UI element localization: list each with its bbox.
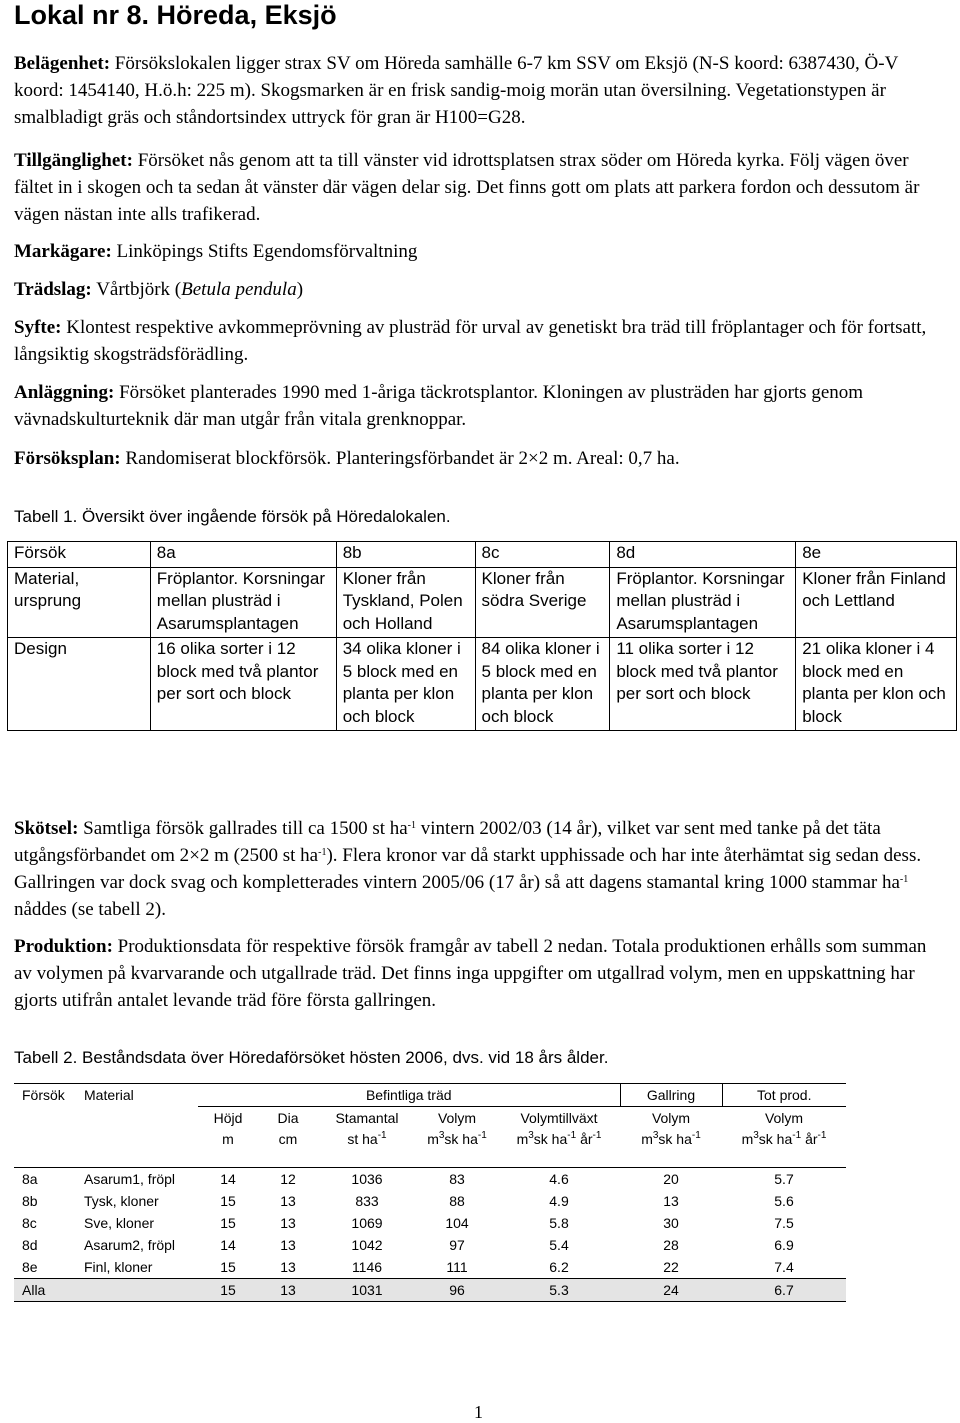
table2-unit: m	[198, 1129, 258, 1168]
syfte-paragraph	[14, 314, 946, 368]
belagenhet-paragraph	[14, 50, 946, 131]
table2-total-row	[14, 1279, 846, 1302]
table2-cell: 20	[663, 1171, 679, 1187]
markagare-paragraph	[14, 238, 946, 265]
markagare-label: Markägare:	[14, 241, 112, 262]
skotsel-text: Samtliga försök gallrades till ca 1500 st ha	[83, 818, 408, 839]
syfte-label: Syfte:	[14, 317, 62, 338]
table2-cell: 1146	[351, 1259, 383, 1275]
table1-cell: 16 olika sorter i 12 block med två plantor per sort och block	[150, 638, 336, 731]
table2-cell: 8d	[22, 1237, 38, 1253]
syfte-text: Klontest respektive avkommeprövning av plusträd för urval av genetiskt bra träd till fröplantager och för fortsatt, långsiktig skogsträdsförädling.	[14, 317, 927, 365]
tillganglighet-paragraph	[14, 147, 946, 228]
table2-cell: 96	[416, 1279, 498, 1302]
table2-header-stamantal: Stamantal	[335, 1110, 399, 1126]
forsoksplan-text-b: 2 m. Areal: 0,7 ha.	[538, 448, 680, 469]
page-number: 1	[474, 1402, 483, 1422]
table2-unit: st $ha^{-1}$	[318, 1129, 416, 1168]
skotsel-text: ). Flera kronor var då starkt upphissade och har inte återhämtat sig sedan dess. Gallringen var dock svag och kompletterades vintern 2005/06 (17 år) så att dagens stamantal kring 1000 stammar ha	[14, 845, 922, 893]
table1-cell: 21 olika kloner i 4 block med en planta per klon och block	[796, 638, 957, 731]
table2-cell: 4.9	[549, 1193, 569, 1209]
superscript: -1	[407, 820, 417, 831]
belagenhet-label: Belägenhet:	[14, 53, 111, 74]
table2-cell: 30	[663, 1215, 679, 1231]
tradslag-latin: Betula pendula	[181, 279, 297, 300]
table2-cell: 13	[280, 1237, 296, 1253]
table1-header-cell: 8c	[475, 542, 610, 568]
table1-cell: Kloner från Tyskland, Polen och Holland	[336, 567, 475, 638]
table2-cell: 6.7	[722, 1279, 846, 1302]
tradslag-label: Trädslag:	[14, 279, 92, 300]
table2-cell: 1042	[351, 1237, 383, 1253]
table2-cell: 111	[446, 1259, 468, 1275]
table2-cell: 24	[620, 1279, 722, 1302]
table2-header-hojd: Höjd	[213, 1110, 243, 1126]
table2-unit: $m^3sk$ $ha^{-1}$ $år^{-1}$	[722, 1129, 846, 1168]
table2-cell: 5.7	[774, 1171, 794, 1187]
table1-header-cell: 8e	[796, 542, 957, 568]
forsoksplan-text-a: Randomiserat blockförsök. Planteringsförbandet är 2	[125, 448, 528, 469]
table2-header-gallring-volym: Volym	[651, 1110, 691, 1126]
table2-cell: Finl, kloner	[84, 1259, 153, 1275]
table1-header-cell: 8b	[336, 542, 475, 568]
table1-row	[8, 638, 957, 731]
table2-cell: 5.8	[549, 1215, 569, 1231]
table2-cell: 13	[280, 1215, 296, 1231]
table1-header-cell: Försök	[8, 542, 151, 568]
table1-cell: Kloner från Finland och Lettland	[796, 567, 957, 638]
skotsel-label: Skötsel:	[14, 818, 79, 839]
table2-cell: 13	[663, 1193, 679, 1209]
table2-cell: Tysk, kloner	[84, 1193, 159, 1209]
table2-cell: 13	[280, 1193, 296, 1209]
table2-cell: 15	[220, 1193, 236, 1209]
table2-cell: 833	[355, 1193, 379, 1209]
table2-header-gallring: Gallring	[620, 1084, 722, 1107]
table2-row	[14, 1256, 846, 1279]
markagare-text: Linköpings Stifts Egendomsförvaltning	[116, 241, 418, 262]
table2-cell: Sve, kloner	[84, 1215, 155, 1231]
table2-cell: 8e	[22, 1259, 38, 1275]
table2-cell: 15	[220, 1259, 236, 1275]
table1-header-cell: 8a	[150, 542, 336, 568]
table1-cell: Fröplantor. Korsningar mellan plusträd i Asarumsplantagen	[610, 567, 796, 638]
table2-row	[14, 1212, 846, 1234]
tillganglighet-text: Försöket nås genom att ta till vänster vid idrottsplatsen strax söder om Höreda kyrka. Följ vägen över fältet in i skogen och ta sedan åt vänster där vägen delar sig. Det finns gott om plats att parkera fordon och dessutom är vägen nästan inte alls trafikerad.	[14, 150, 920, 225]
anlaggning-paragraph	[14, 379, 946, 433]
table2-unit: $m^3sk$ $ha^{-1}$	[620, 1129, 722, 1168]
table2-cell: 5.6	[774, 1193, 794, 1209]
table2-header-material: Material	[76, 1084, 198, 1107]
table2-row	[14, 1234, 846, 1256]
table2-cell: 5.3	[498, 1279, 620, 1302]
table2-header-forsok: Försök	[14, 1084, 76, 1107]
table2-cell: Asarum2, fröpl	[84, 1237, 176, 1253]
table1-header-cell: 8d	[610, 542, 796, 568]
belagenhet-text: Försökslokalen ligger strax SV om Höreda samhälle 6-7 km SSV om Eksjö (N-S koord: 6387430, Ö-V koord: 1454140, H.ö.h: 225 m). Skogsmarken är en frisk sandig-moig morän utan översilning. Vegetationstypen är smalbladigt gräs och ståndortsindex uttryck för gran är H100=G28.	[14, 53, 898, 128]
forsoksplan-paragraph	[14, 445, 946, 472]
produktion-label: Produktion:	[14, 936, 113, 957]
skotsel-text: 2 m (2500 st ha	[199, 845, 319, 866]
table2-header-tillvaxt: Volymtillväxt	[520, 1110, 598, 1126]
table2-cell: 1069	[351, 1215, 383, 1231]
table2-cell: 22	[663, 1259, 679, 1275]
table2-header-befintliga: Befintliga träd	[198, 1084, 620, 1107]
table1-cell: Material, ursprung	[8, 567, 151, 638]
table2-cell: Alla	[14, 1279, 76, 1302]
table2-cell: 1031	[318, 1279, 416, 1302]
superscript: -1	[318, 847, 327, 858]
table2-header-tot-volym: Volym	[764, 1110, 804, 1126]
table2-unit: $m^3sk$ $ha^{-1}$	[416, 1129, 498, 1168]
page-title: Lokal nr 8. Höreda, Eksjö	[14, 0, 337, 30]
table2-group-header-row	[14, 1084, 846, 1107]
table1-caption: Tabell 1. Översikt över ingående försök på Höredalokalen.	[14, 507, 451, 526]
table1-cell: Fröplantor. Korsningar mellan plusträd i Asarumsplantagen	[150, 567, 336, 638]
table2-cell: 13	[258, 1279, 318, 1302]
table2-units-row	[14, 1129, 846, 1168]
table1-cell: 11 olika sorter i 12 block med två plantor per sort och block	[610, 638, 796, 731]
skotsel-text: nåddes (se tabell 2).	[14, 899, 166, 920]
table2-cell: 14	[220, 1237, 236, 1253]
table2-cell: 13	[280, 1259, 296, 1275]
table2-cell: 104	[445, 1215, 469, 1231]
table1-header-row	[8, 542, 957, 568]
table2-cell: 1036	[351, 1171, 383, 1187]
table1-row	[8, 567, 957, 638]
tradslag-close: )	[296, 279, 304, 300]
produktion-paragraph	[14, 933, 946, 1014]
table2	[14, 1083, 846, 1302]
table2-caption: Tabell 2. Beståndsdata över Höredaförsöket hösten 2006, dvs. vid 18 års ålder.	[14, 1048, 609, 1067]
forsoksplan-label: Försöksplan:	[14, 448, 121, 469]
times-sign: ×	[189, 845, 200, 866]
table2-row	[14, 1168, 846, 1191]
table2-cell: 12	[280, 1171, 296, 1187]
table2-unit: cm	[258, 1129, 318, 1168]
table2-row	[14, 1190, 846, 1212]
table2-cell: 97	[449, 1237, 465, 1253]
table2-cell: 4.6	[549, 1171, 569, 1187]
tradslag-paragraph	[14, 276, 946, 303]
table2-cell: Asarum1, fröpl	[84, 1171, 176, 1187]
table2-header-row	[14, 1107, 846, 1130]
table2-header-volym: Volym	[437, 1110, 477, 1126]
times-sign: ×	[527, 448, 539, 469]
table2-cell: 15	[198, 1279, 258, 1302]
skotsel-text: vintern 2002/03 (14 år), vilket var sent med tanke på det täta utgångsförbandet om 2	[14, 818, 881, 866]
table2-cell: 83	[449, 1171, 465, 1187]
superscript: -1	[899, 874, 909, 885]
table2-header-dia: Dia	[277, 1110, 299, 1126]
table2-cell: 8a	[22, 1171, 38, 1187]
table2-cell: 14	[220, 1171, 236, 1187]
anlaggning-text: Försöket planterades 1990 med 1-åriga täckrotsplantor. Kloningen av plusträden har gjorts genom vävnadskulturteknik där man utgår från vitala grenknoppar.	[14, 382, 864, 430]
table2-cell: 8b	[22, 1193, 38, 1209]
table2-cell	[76, 1279, 198, 1302]
table2-cell: 15	[220, 1215, 236, 1231]
table2-cell: 6.2	[549, 1259, 569, 1275]
table2-header-totprod: Tot prod.	[722, 1084, 846, 1107]
table1-cell: Kloner från södra Sverige	[475, 567, 610, 638]
produktion-text: Produktionsdata för respektive försök framgår av tabell 2 nedan. Totala produktionen erhålls som summan av volymen på kvarvarande och utgallrade träd. Det finns inga uppgifter om utgallrad volym, men en uppskattning har gjorts utifrån antalet levande träd före första gallringen.	[14, 936, 927, 1011]
anlaggning-label: Anläggning:	[14, 382, 115, 403]
table2-unit: $m^3sk$ $ha^{-1}$ $år^{-1}$	[498, 1129, 620, 1168]
table2-cell: 28	[663, 1237, 679, 1253]
table1	[7, 541, 957, 731]
table2-cell: 7.5	[774, 1215, 794, 1231]
table1-cell: 34 olika kloner i 5 block med en planta per klon och block	[336, 638, 475, 731]
tillganglighet-label: Tillgänglighet:	[14, 150, 133, 171]
table2-cell: 8c	[22, 1215, 37, 1231]
table2-cell: 7.4	[774, 1259, 794, 1275]
skotsel-paragraph	[14, 815, 946, 923]
table1-cell: 84 olika kloner i 5 block med en planta per klon och block	[475, 638, 610, 731]
table2-cell: 88	[449, 1193, 465, 1209]
tradslag-text: Vårtbjörk (	[96, 279, 182, 300]
table1-cell: Design	[8, 638, 151, 731]
table2-cell: 5.4	[549, 1237, 569, 1253]
table2-cell: 6.9	[774, 1237, 794, 1253]
